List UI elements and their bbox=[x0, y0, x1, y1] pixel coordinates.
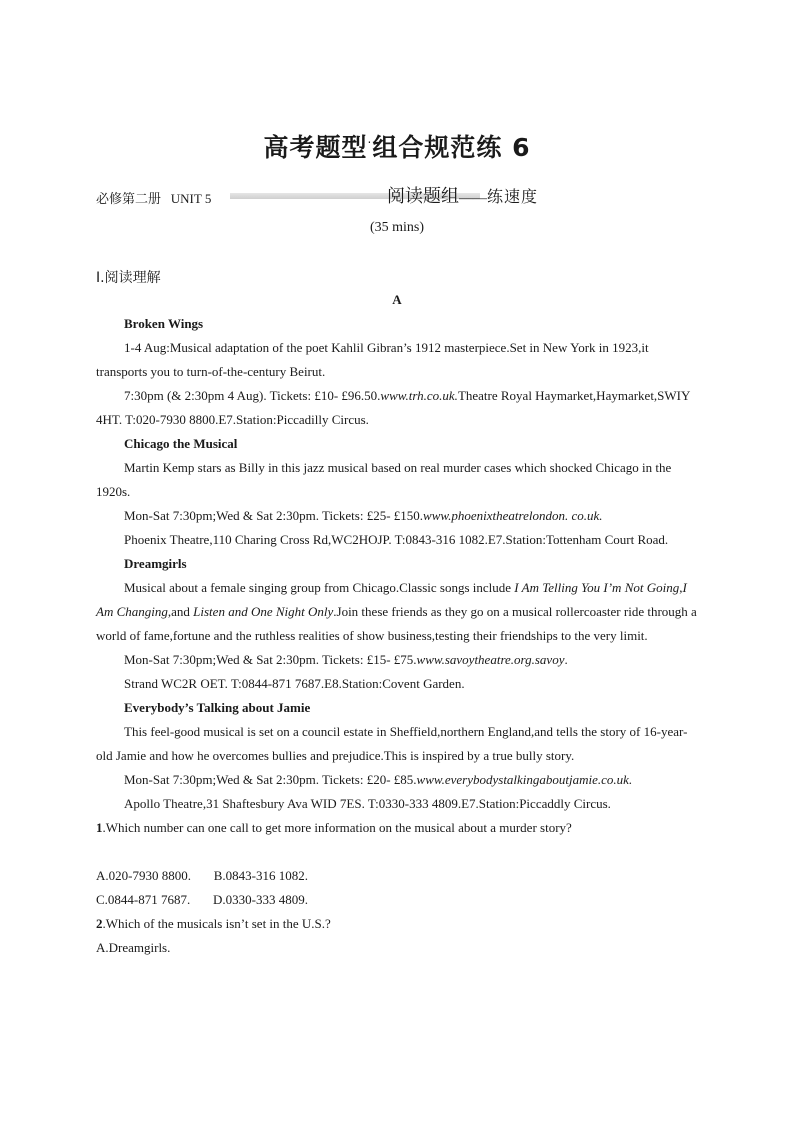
question bbox=[96, 816, 698, 840]
show-url: www.trh.co.uk. bbox=[380, 388, 458, 403]
title-rest: 组合规范练 6 bbox=[372, 133, 531, 162]
question-text: .Which number can one call to get more information on the musical about a murder story? bbox=[102, 820, 572, 835]
show-time: Mon-Sat 7:30pm;Wed & Sat 2:30pm. Tickets: £20- £85. bbox=[124, 772, 417, 787]
spacer bbox=[96, 840, 698, 864]
group-dash: —— bbox=[459, 191, 487, 206]
song-title: Listen and One Night Only bbox=[193, 604, 334, 619]
subheader bbox=[96, 182, 716, 208]
song-title: I Am Changing bbox=[96, 580, 687, 619]
show-details bbox=[96, 648, 698, 672]
question bbox=[96, 912, 698, 936]
question-options: A.Dreamgirls. bbox=[96, 940, 171, 955]
desc-sep: , bbox=[679, 580, 683, 595]
show-venue: Apollo Theatre,31 Shaftesbury Ava WID 7ES. T:0330-333 4809.E7.Station:Piccaddly Circus. bbox=[124, 796, 611, 811]
desc-sep: ,and bbox=[167, 604, 194, 619]
question-options: A.020-7930 8800. B.0843-316 1082. bbox=[96, 868, 308, 883]
song-title: I Am Telling You I’m Not Going bbox=[514, 580, 680, 595]
show-url: www.phoenixtheatrelondon. co.uk. bbox=[423, 508, 603, 523]
duration: (35 mins) bbox=[369, 220, 425, 235]
show-venue: Theatre Royal Haymarket,Haymarket,SWIY 4HT. T:020-7930 8800.E7.Station:Piccadilly Circus. bbox=[96, 388, 690, 427]
title-dot: · bbox=[367, 135, 373, 150]
show-venue: Phoenix Theatre,110 Charing Cross Rd,WC2HOJP. T:0843-316 1082.E7.Station:Tottenham Court Road. bbox=[124, 532, 669, 547]
show-title: Everybody’s Talking about Jamie bbox=[124, 700, 311, 715]
url-end: . bbox=[564, 652, 568, 667]
show-title: Chicago the Musical bbox=[124, 436, 238, 451]
question-options: C.0844-871 7687. D.0330-333 4809. bbox=[96, 892, 308, 907]
show-description: Martin Kemp stars as Billy in this jazz musical based on real murder cases which shocked Chicago in the 1920s. bbox=[96, 460, 672, 499]
show-url: www.everybodystalkingaboutjamie.co.uk. bbox=[416, 772, 633, 787]
desc-text: Musical about a female singing group from Chicago.Classic songs include bbox=[124, 580, 515, 595]
group-label bbox=[387, 182, 538, 208]
passage-body bbox=[96, 312, 698, 960]
group-speed: 练速度 bbox=[487, 187, 539, 206]
question-number: 2 bbox=[96, 916, 103, 931]
show-time: Mon-Sat 7:30pm;Wed & Sat 2:30pm. Tickets: £25- £150. bbox=[124, 508, 424, 523]
show-time: Mon-Sat 7:30pm;Wed & Sat 2:30pm. Tickets: £15- £75. bbox=[124, 652, 417, 667]
book-label: 必修第二册 bbox=[96, 191, 162, 206]
show-details bbox=[96, 768, 698, 792]
question-text: .Which of the musicals isn’t set in the U.S.? bbox=[102, 916, 331, 931]
desc-text: .Join these friends as they go on a musical rollercoaster ride through a world of fame,fortune and the ruthless realities of show business,testing their friendships to the very limit. bbox=[96, 604, 697, 643]
title-main: 高考题型 bbox=[263, 133, 368, 162]
question-number: 1 bbox=[96, 820, 103, 835]
unit-label: UNIT 5 bbox=[170, 191, 212, 206]
show-description: This feel-good musical is set on a council estate in Sheffield,northern England,and tells the story of 16-year-old Jamie and how he overcomes bullies and prejudice.This is inspired by a true bully story. bbox=[96, 724, 688, 763]
section-label: Ⅰ.阅读理解 bbox=[96, 270, 161, 286]
show-venue: Strand WC2R OET. T:0844-871 7687.E8.Station:Covent Garden. bbox=[124, 676, 465, 691]
passage-label: A bbox=[392, 292, 402, 307]
show-time: 7:30pm (& 2:30pm 4 Aug). Tickets: £10- £96.50. bbox=[124, 388, 381, 403]
show-title: Dreamgirls bbox=[124, 556, 187, 571]
show-url: www.savoytheatre.org.savoy bbox=[416, 652, 565, 667]
show-description bbox=[96, 576, 698, 648]
page-title bbox=[0, 128, 794, 164]
show-details bbox=[96, 504, 698, 528]
book-unit-label bbox=[96, 188, 211, 207]
group-name: 阅读题组 bbox=[387, 186, 459, 207]
show-description: 1-4 Aug:Musical adaptation of the poet Kahlil Gibran’s 1912 masterpiece.Set in New York in 1923,it transports you to turn-of-the-century Beirut. bbox=[96, 340, 649, 379]
show-title: Broken Wings bbox=[124, 316, 204, 331]
show-details bbox=[96, 384, 698, 432]
